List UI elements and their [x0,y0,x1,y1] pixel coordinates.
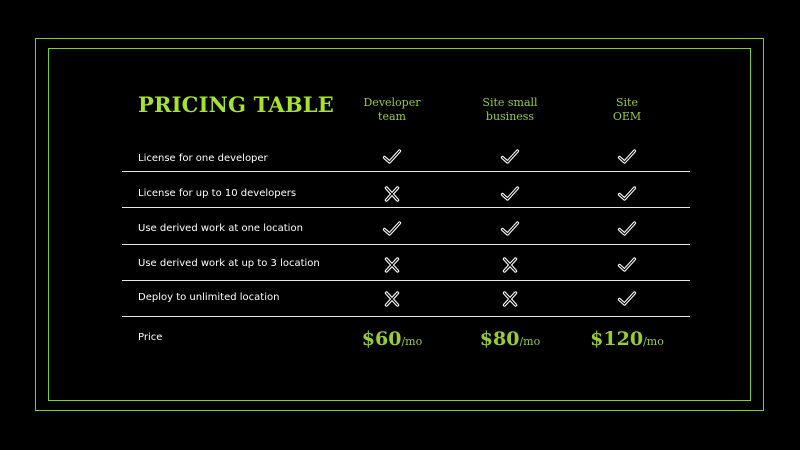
cross-icon [382,256,402,274]
check-icon [500,185,520,203]
check-icon [382,148,402,166]
cross-icon [382,185,402,203]
cross-icon [382,290,402,308]
row-divider [122,280,690,281]
check-icon [500,220,520,238]
price-site-small-business: $80/mo [479,328,541,350]
row-divider [122,316,690,317]
check-icon [617,256,637,274]
page-title: PRICING TABLE [138,92,334,117]
cross-icon [500,290,520,308]
check-icon [617,290,637,308]
row-divider [122,207,690,208]
row-label: Use derived work at up to 3 location [138,258,320,269]
check-icon [382,220,402,238]
row-divider [122,171,690,172]
check-icon [617,185,637,203]
check-icon [617,220,637,238]
row-divider [122,244,690,245]
column-header-site-oem: Site OEM [612,96,642,123]
price-label: Price [138,332,163,343]
column-header-developer-team: Developer team [363,96,421,123]
price-site-oem: $120/mo [590,328,664,350]
price-developer-team: $60/mo [361,328,423,350]
row-label: License for one developer [138,153,268,164]
row-label: Deploy to unlimited location [138,292,280,303]
column-header-site-small-business: Site small business [482,96,538,123]
cross-icon [500,256,520,274]
check-icon [500,148,520,166]
check-icon [617,148,637,166]
row-label: Use derived work at one location [138,223,303,234]
row-label: License for up to 10 developers [138,188,297,199]
